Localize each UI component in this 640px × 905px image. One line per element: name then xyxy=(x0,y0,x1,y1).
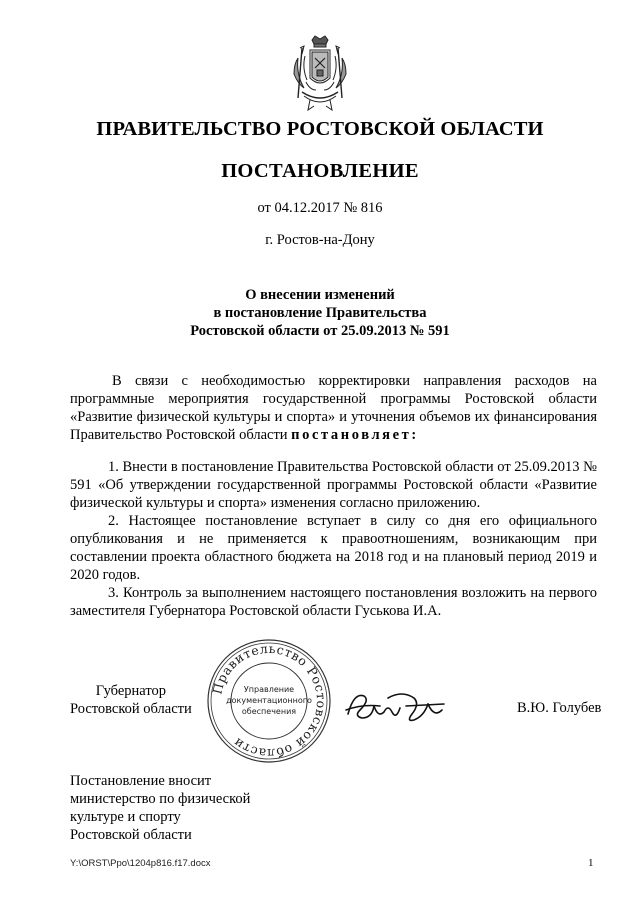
decree-item: 2. Настоящее постановление вступает в силу со дня его официального опубликования и не применяется к правоотношениям, возникающим при составлении проекта областного бюджета на 2018 год и на плановый период 2019 и 2020 годов. xyxy=(70,513,597,583)
coat-of-arms-icon xyxy=(288,34,352,114)
submitted-by-line: культуре и спорту xyxy=(70,809,181,825)
stamp-inner-line: обеспечения xyxy=(241,707,297,716)
subject-line: Ростовской области от 25.09.2013 № 591 xyxy=(190,323,450,339)
preamble-paragraph xyxy=(70,372,597,444)
submitted-by-note xyxy=(70,772,250,844)
subject-line: в постановление Правительства xyxy=(213,305,427,321)
preamble xyxy=(70,372,597,444)
decree-item: 3. Контроль за выполнением настоящего постановления возложить на первого заместителя Губернатора Ростовской области Гуськова И.А. xyxy=(70,585,597,619)
document-subject xyxy=(0,286,640,340)
document-type: ПОСТАНОВЛЕНИЕ xyxy=(221,160,419,182)
signer-name: В.Ю. Голубев xyxy=(517,700,602,716)
submitted-by-line: Постановление вносит xyxy=(70,773,212,789)
stamp-inner-line: Управление xyxy=(243,685,295,694)
decree-items xyxy=(70,458,597,620)
file-path: Y:\ORST\Ppo\1204p816.f17.docx xyxy=(70,858,211,869)
document-city: г. Ростов-на-Дону xyxy=(265,232,375,248)
preamble-text: В связи с необходимостью корректировки направления расходов на программные мероприятия государственной программы Ростовской области «Развитие физической культуры и спорта» и уточнения объемов их финансирования Правительство Ростовской области xyxy=(70,373,597,443)
signer-position-line: Ростовской области xyxy=(70,701,192,717)
subject-line: О внесении изменений xyxy=(245,287,395,303)
page-number: 1 xyxy=(588,857,594,869)
stamp-ring-text: Правительство Ростовской области xyxy=(209,640,330,762)
submitted-by-line: министерство по физической xyxy=(70,791,251,807)
decree-word: постановляет: xyxy=(291,427,419,443)
document-date-number: от 04.12.2017 № 816 xyxy=(257,200,383,216)
signer-position xyxy=(70,682,192,718)
decree-item: 1. Внести в постановление Правительства Ростовской области от 25.09.2013 № 591 «Об утверждении государственной программы Ростовской области «Развитие физической культуры и спорта» изменения согласно приложению. xyxy=(70,459,598,511)
organization-title: ПРАВИТЕЛЬСТВО РОСТОВСКОЙ ОБЛАСТИ xyxy=(96,118,544,140)
stamp-inner-line: документационного xyxy=(226,696,312,705)
submitted-by-line: Ростовской области xyxy=(70,827,192,843)
signer-position-line: Губернатор xyxy=(95,683,166,699)
official-stamp xyxy=(205,637,333,765)
handwritten-signature xyxy=(344,684,464,732)
